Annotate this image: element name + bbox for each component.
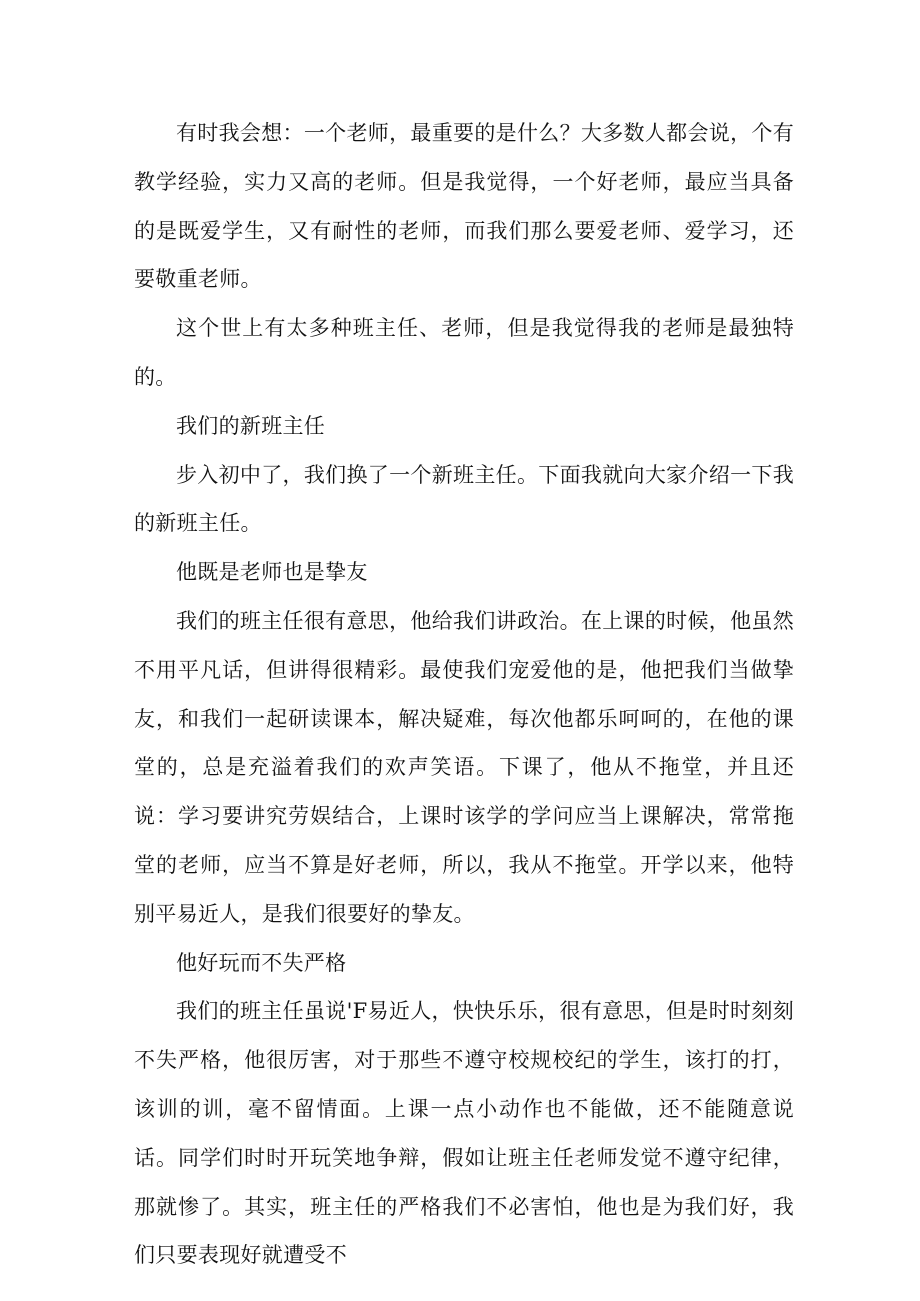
paragraph-intro: 有时我会想：一个老师，最重要的是什么？大多数人都会说，个有教学经验，实力又高的老师。但是我觉得，一个好老师，最应当具备的是既爱学生，又有耐性的老师，而我们那么要爱老师、爱学习，还要敬重老师。 <box>134 121 794 292</box>
section-heading-new-teacher: 我们的新班主任 <box>176 413 326 438</box>
section-heading-teacher-friend: 他既是老师也是挚友 <box>176 560 368 585</box>
paragraph-unique-teacher: 这个世上有太多种班主任、老师，但是我觉得我的老师是最独特的。 <box>134 316 794 389</box>
paragraph-teacher-friend: 我们的班主任很有意思，他给我们讲政治。在上课的时候，他虽然不用平凡话，但讲得很精彩。最使我们宠爱他的是，他把我们当做挚友，和我们一起研读课本，解决疑难，每次他都乐呵呵的，在他的课堂的，总是充溢着我们的欢声笑语。下课了，他从不拖堂，并且还说：学习要讲究劳娱结合，上课时该学的学问应当上课解决，常常拖堂的老师，应当不算是好老师，所以，我从不拖堂。开学以来，他特别平易近人，是我们很要好的挚友。 <box>134 608 794 926</box>
section-heading-fun-strict: 他好玩而不失严格 <box>176 950 347 975</box>
paragraph-new-teacher: 步入初中了，我们换了一个新班主任。下面我就向大家介绍一下我的新班主任。 <box>134 462 794 536</box>
paragraph-fun-strict: 我们的班主任虽说'F易近人，快快乐乐，很有意思，但是时时刻刻不失严格，他很厉害，对于那些不遵守校规校纪的学生，该打的打，该训的训，毫不留情面。上课一点小动作也不能做，还不能随意说话。同学们时时开玩笑地争辩，假如让班主任老师发觉不遵守纪律，那就惨了。其实，班主任的严格我们不必害怕，他也是为我们好，我们只要表现好就遭受不 <box>134 999 794 1268</box>
document-body <box>134 109 794 1280</box>
